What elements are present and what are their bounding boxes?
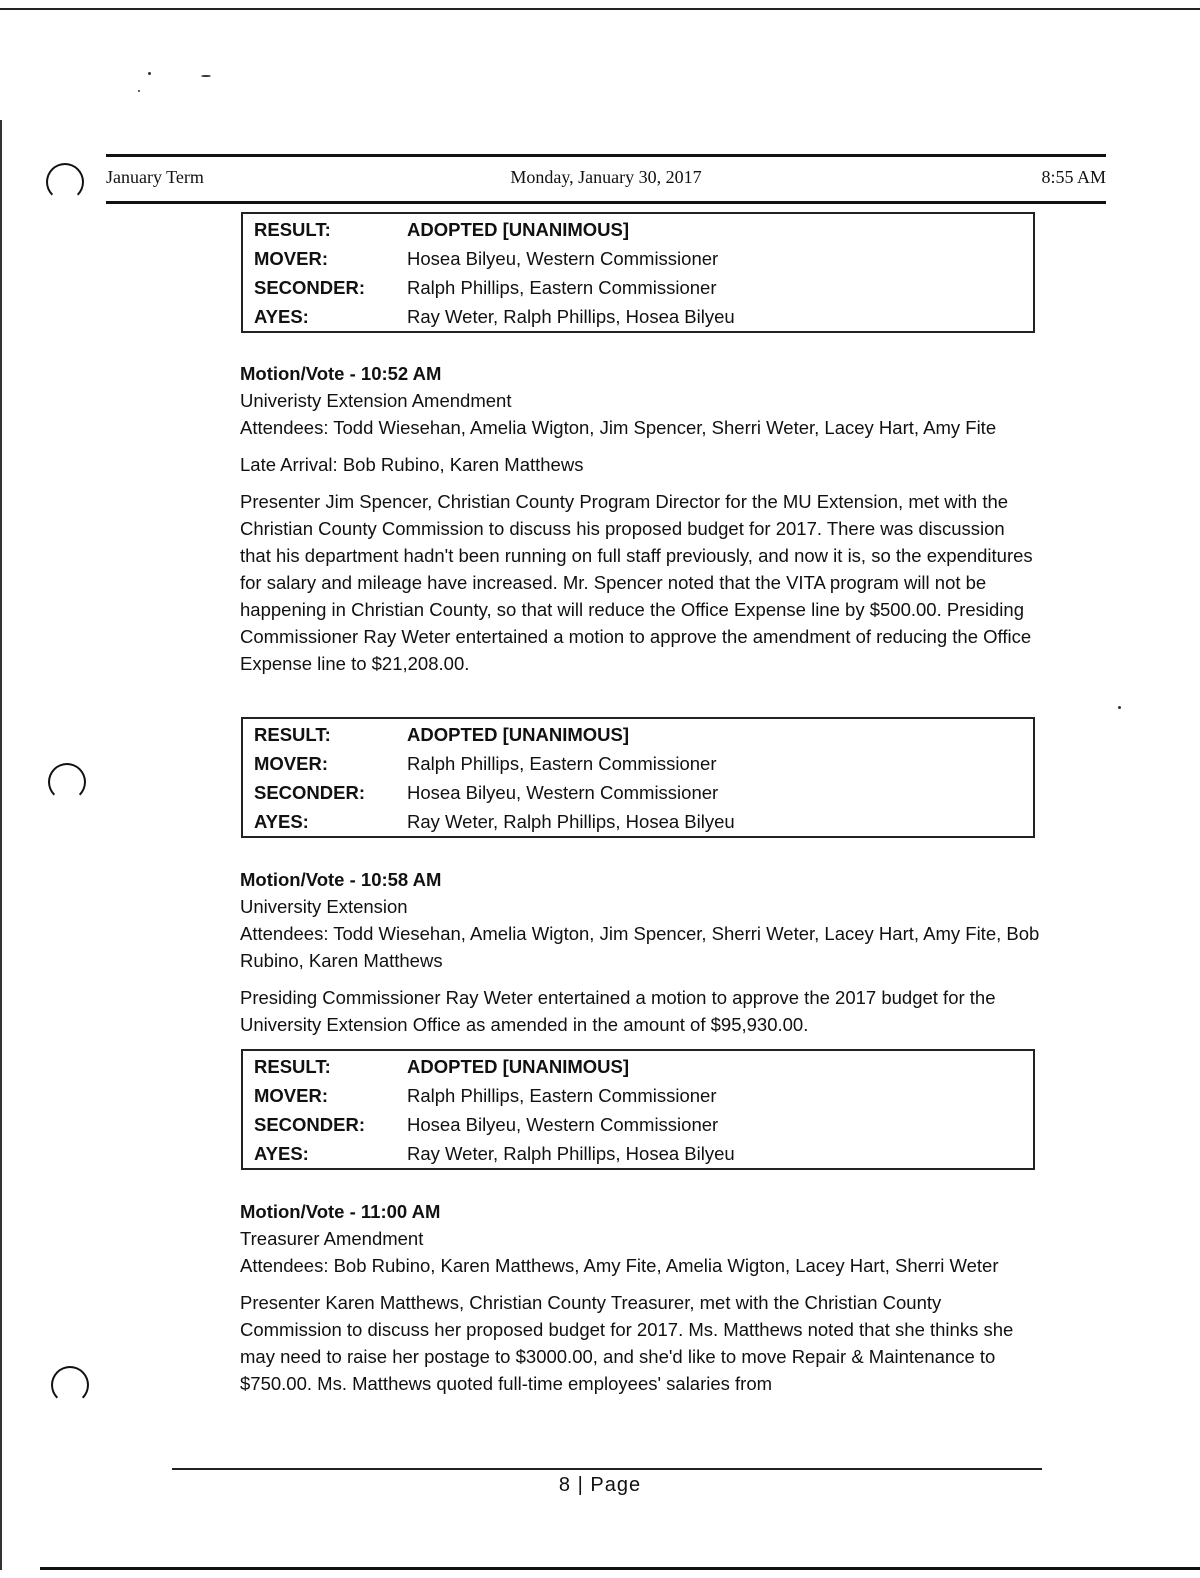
punch-hole — [48, 763, 86, 801]
ayes-label: AYES: — [254, 306, 309, 327]
seconder-label: SECONDER: — [254, 1114, 366, 1135]
result-value: ADOPTED [UNANIMOUS] — [407, 724, 629, 745]
mover-value: Ralph Phillips, Eastern Commissioner — [407, 753, 717, 774]
motion-subject: University Extension — [240, 896, 408, 917]
motion-section — [240, 866, 1040, 1038]
motion-section — [240, 1198, 1040, 1397]
mover-label: MOVER: — [254, 248, 328, 269]
result-value: ADOPTED [UNANIMOUS] — [407, 1056, 629, 1077]
vote-result-box — [241, 717, 1035, 838]
vote-result-box — [241, 212, 1035, 333]
seconder-label: SECONDER: — [254, 277, 366, 298]
seconder-label: SECONDER: — [254, 782, 366, 803]
motion-title: Motion/Vote - 10:58 AM — [240, 869, 442, 890]
motion-attendees: Attendees: Todd Wiesehan, Amelia Wigton, Jim Spencer, Sherri Weter, Lacey Hart, Amy Fite, Bob Rubino, Karen Matthews — [240, 923, 1040, 971]
ayes-value: Ray Weter, Ralph Phillips, Hosea Bilyeu — [407, 1143, 735, 1164]
meeting-time: 8:55 AM — [1041, 167, 1106, 187]
motion-attendees: Attendees: Todd Wiesehan, Amelia Wigton, Jim Spencer, Sherri Weter, Lacey Hart, Amy Fite — [240, 417, 997, 438]
scan-edge-top — [0, 8, 1200, 10]
result-row — [243, 720, 1033, 749]
scan-edge-bottom — [40, 1567, 1200, 1570]
seconder-row — [243, 778, 1033, 807]
ayes-label: AYES: — [254, 1143, 309, 1164]
page-number: 8 | Page — [558, 1474, 642, 1496]
result-label: RESULT: — [254, 219, 331, 240]
ayes-row — [243, 807, 1033, 836]
motion-subject: Treasurer Amendment — [240, 1228, 424, 1249]
motion-late-arrival: Late Arrival: Bob Rubino, Karen Matthews — [240, 454, 584, 475]
punch-hole — [46, 163, 84, 201]
motion-subject: Univeristy Extension Amendment — [240, 390, 512, 411]
mover-label: MOVER: — [254, 1085, 328, 1106]
result-label: RESULT: — [254, 1056, 331, 1077]
result-row — [243, 215, 1033, 244]
mover-value: Hosea Bilyeu, Western Commissioner — [407, 248, 719, 269]
seconder-value: Hosea Bilyeu, Western Commissioner — [407, 1114, 719, 1135]
motion-section — [240, 360, 1040, 677]
motion-body: Presenter Jim Spencer, Christian County Program Director for the MU Extension, met with the Christian County Commission to discuss his proposed budget for 2017. There was discussion that his department hadn't been running on full staff previously, and now it is, so the expenditures for salary and mileage have increased. Mr. Spencer noted that the VITA program will not be happening in Christian County, so that will reduce the Office Expense line by $500.00. Presiding Commissioner Ray Weter entertained a motion to approve the amendment of reducing the Office Expense line to $21,208.00. — [240, 491, 1033, 674]
result-value: ADOPTED [UNANIMOUS] — [407, 219, 629, 240]
meeting-date: Monday, January 30, 2017 — [510, 167, 702, 187]
vote-result-box — [241, 1049, 1035, 1170]
ayes-value: Ray Weter, Ralph Phillips, Hosea Bilyeu — [407, 811, 735, 832]
scan-speck — [1118, 706, 1121, 709]
motion-body: Presiding Commissioner Ray Weter entertained a motion to approve the 2017 budget for the University Extension Office as amended in the amount of $95,930.00. — [240, 987, 996, 1035]
ayes-label: AYES: — [254, 811, 309, 832]
page-header — [106, 154, 1106, 204]
ayes-value: Ray Weter, Ralph Phillips, Hosea Bilyeu — [407, 306, 735, 327]
scan-speck — [201, 75, 211, 77]
result-label: RESULT: — [254, 724, 331, 745]
ayes-row — [243, 1139, 1033, 1168]
footer-rule — [172, 1468, 1042, 1470]
motion-body: Presenter Karen Matthews, Christian County Treasurer, met with the Christian County Commission to discuss her proposed budget for 2017. Ms. Matthews noted that she thinks she may need to raise her postage to $3000.00, and she'd like to move Repair & Maintenance to $750.00. Ms. Matthews quoted full-time employees' salaries from — [240, 1292, 1014, 1394]
mover-value: Ralph Phillips, Eastern Commissioner — [407, 1085, 717, 1106]
mover-row — [243, 749, 1033, 778]
motion-title: Motion/Vote - 11:00 AM — [240, 1201, 441, 1222]
seconder-value: Hosea Bilyeu, Western Commissioner — [407, 782, 719, 803]
scan-speck — [138, 90, 140, 92]
mover-label: MOVER: — [254, 753, 328, 774]
result-row — [243, 1052, 1033, 1081]
scan-speck — [148, 72, 151, 75]
scan-edge-left — [0, 120, 2, 1570]
term-label: January Term — [106, 167, 204, 187]
motion-title: Motion/Vote - 10:52 AM — [240, 363, 442, 384]
motion-attendees: Attendees: Bob Rubino, Karen Matthews, Amy Fite, Amelia Wigton, Lacey Hart, Sherri Weter — [240, 1255, 999, 1276]
seconder-row — [243, 1110, 1033, 1139]
ayes-row — [243, 302, 1033, 331]
seconder-row — [243, 273, 1033, 302]
mover-row — [243, 1081, 1033, 1110]
seconder-value: Ralph Phillips, Eastern Commissioner — [407, 277, 717, 298]
punch-hole — [51, 1366, 89, 1404]
mover-row — [243, 244, 1033, 273]
